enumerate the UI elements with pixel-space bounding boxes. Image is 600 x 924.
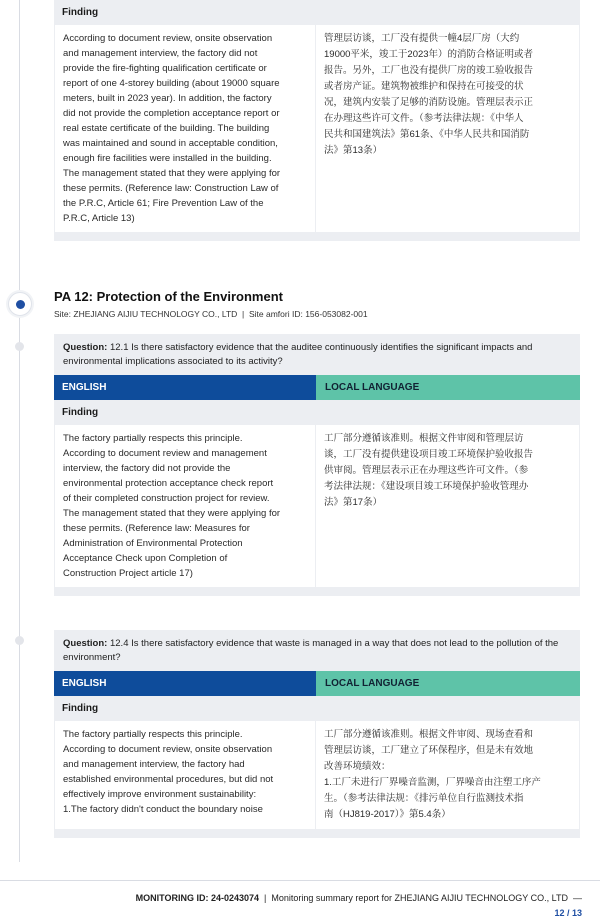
text-line: 考法律法规：《建设项目竣工环境保护验收管理办 xyxy=(324,481,529,492)
text-line: did not provide the completion acceptance report or xyxy=(63,108,280,119)
finding-english xyxy=(55,721,316,829)
question-label: Question: xyxy=(63,638,108,649)
text-line: The factory partially respects this principle. xyxy=(63,729,243,740)
text-line: 管理层访谈，工厂没有提供一幢4层厂房（大约 xyxy=(324,33,520,44)
text-line: The management stated that they were applying for xyxy=(63,168,281,179)
text-line: According to document review, onsite observation xyxy=(63,744,273,755)
section-title: PA 12: Protection of the Environment xyxy=(54,289,283,304)
page-footer xyxy=(0,893,582,903)
text-line: 1.The factory didn't conduct the boundary noise xyxy=(63,804,263,815)
site-id-label: Site amfori ID: xyxy=(248,309,303,319)
footer-divider xyxy=(0,880,600,881)
question-card-12-4 xyxy=(54,630,580,838)
text-line: According to document review and management xyxy=(63,448,267,459)
section-site-info xyxy=(54,309,368,319)
text-line: 工厂部分遵循该准则。根据文件审阅和管理层访 xyxy=(324,433,524,444)
finding-local xyxy=(316,721,579,829)
text-line: 或者房产证。建筑物被维护和保持在可接受的状 xyxy=(324,81,524,92)
separator: | xyxy=(242,309,245,319)
text-line: 工厂部分遵循该准则。根据文件审阅、现场查看和 xyxy=(324,729,534,740)
site-label: Site: xyxy=(54,309,72,319)
question-text xyxy=(54,334,580,375)
text-line: 生。（参考法律法规：《排污单位自行监测技术指 xyxy=(324,793,524,804)
text-line: these permits. (Reference law: Construction Law of xyxy=(63,183,279,194)
text-line: the P.R.C, Article 61; Fire Prevention Law of the xyxy=(63,198,264,209)
text-line: 改善环境绩效： xyxy=(324,761,391,772)
text-line: 谈，工厂没有提供建设项目竣工环境保护验收报告 xyxy=(324,449,534,460)
text-line: and management interview, the factory had xyxy=(63,759,245,770)
timeline-line xyxy=(19,0,20,862)
section-marker xyxy=(8,292,32,316)
monitoring-id: MONITORING ID: 24-0243074 xyxy=(135,893,260,903)
question-body: 12.4 Is there satisfactory evidence that waste is managed in a way that does not lead to the pollution of the environment? xyxy=(63,638,559,663)
timeline-dot xyxy=(15,636,24,645)
text-line: P.R.C, Article 13) xyxy=(63,213,135,224)
timeline-dot xyxy=(15,342,24,351)
local-language-header: LOCAL LANGUAGE xyxy=(316,375,580,400)
text-line: 在办理这些许可文件。（参考法律法规：《中华人 xyxy=(324,113,524,124)
text-line: 1.工厂未进行厂界噪音监测，厂界噪音由注塑工序产 xyxy=(324,777,541,788)
finding-label: Finding xyxy=(62,7,99,18)
text-line: 报告。另外，工厂也没有提供厂房的竣工验收报告 xyxy=(324,65,534,76)
text-line: The factory partially respects this principle. xyxy=(63,433,243,444)
question-label: Question: xyxy=(63,342,108,353)
finding-grid xyxy=(54,25,580,233)
english-header: ENGLISH xyxy=(54,671,316,696)
finding-grid xyxy=(54,425,580,588)
finding-label: Finding xyxy=(62,407,99,418)
text-line: 况，建筑内安装了足够的消防设施。管理层表示正 xyxy=(324,97,534,108)
text-line: 民共和国建筑法》第61条、《中华人民共和国消防 xyxy=(324,129,530,140)
text-line: was maintained and sound in acceptable condition, xyxy=(63,138,278,149)
local-language-header: LOCAL LANGUAGE xyxy=(316,671,580,696)
language-header xyxy=(54,671,580,696)
text-line: According to document review, onsite observation xyxy=(63,33,273,44)
text-line: meters, built in 2023 year). In addition, the factory xyxy=(63,93,272,104)
text-line: and management interview, the factory did not xyxy=(63,48,258,59)
finding-local xyxy=(316,425,579,587)
text-line: enough fire facilities were installed in the building. xyxy=(63,153,272,164)
text-line: 南（HJ819-2017）》第5.4条） xyxy=(324,809,451,820)
text-line: Administration of Environmental Protection xyxy=(63,538,243,549)
finding-english xyxy=(55,425,316,587)
question-text xyxy=(54,630,580,671)
finding-card-continued xyxy=(54,0,580,241)
text-line: Construction Project article 17) xyxy=(63,568,193,579)
report-title: Monitoring summary report for ZHEJIANG AIJIU TECHNOLOGY CO., LTD xyxy=(271,893,568,903)
text-line: report of one 4-storey building (about 19000 square xyxy=(63,78,280,89)
english-header: ENGLISH xyxy=(54,375,316,400)
site-id: 156-053082-001 xyxy=(305,309,368,319)
text-line: The management stated that they were applying for xyxy=(63,508,281,519)
text-line: 19000平米，竣工于2023年）的消防合格证明或者 xyxy=(324,49,534,60)
text-line: effectively improve environment sustainability: xyxy=(63,789,257,800)
text-line: these permits. (Reference law: Measures for xyxy=(63,523,250,534)
finding-label: Finding xyxy=(62,703,99,714)
finding-local xyxy=(316,25,579,232)
finding-english xyxy=(55,25,316,232)
question-body: 12.1 Is there satisfactory evidence that the auditee continuously identifies the significant impacts and environmental implications associated to its activity? xyxy=(63,342,533,367)
text-line: established environmental procedures, but did not xyxy=(63,774,274,785)
text-line: 供审阅。管理层表示正在办理这些许可文件。（参 xyxy=(324,465,529,476)
text-line: 法》第17条） xyxy=(324,497,383,508)
text-line: Acceptance Check upon Completion of xyxy=(63,553,228,564)
separator: | xyxy=(264,893,267,903)
separator-dash: — xyxy=(573,893,582,903)
text-line: real estate certificate of the building. The building xyxy=(63,123,270,134)
text-line: 法》第13条） xyxy=(324,145,383,156)
finding-grid xyxy=(54,721,580,830)
text-line: 管理层访谈，工厂建立了环保程序，但是未有效地 xyxy=(324,745,534,756)
page-number: 12 / 13 xyxy=(554,908,582,918)
text-line: environmental protection acceptance check report xyxy=(63,478,274,489)
text-line: of their completed construction project for review. xyxy=(63,493,270,504)
language-header xyxy=(54,375,580,400)
question-card-12-1 xyxy=(54,334,580,596)
text-line: provide the fire-fighting qualification certificate or xyxy=(63,63,267,74)
text-line: interview, the factory did not provide the xyxy=(63,463,231,474)
site-name: ZHEJIANG AIJIU TECHNOLOGY CO., LTD xyxy=(73,309,238,319)
